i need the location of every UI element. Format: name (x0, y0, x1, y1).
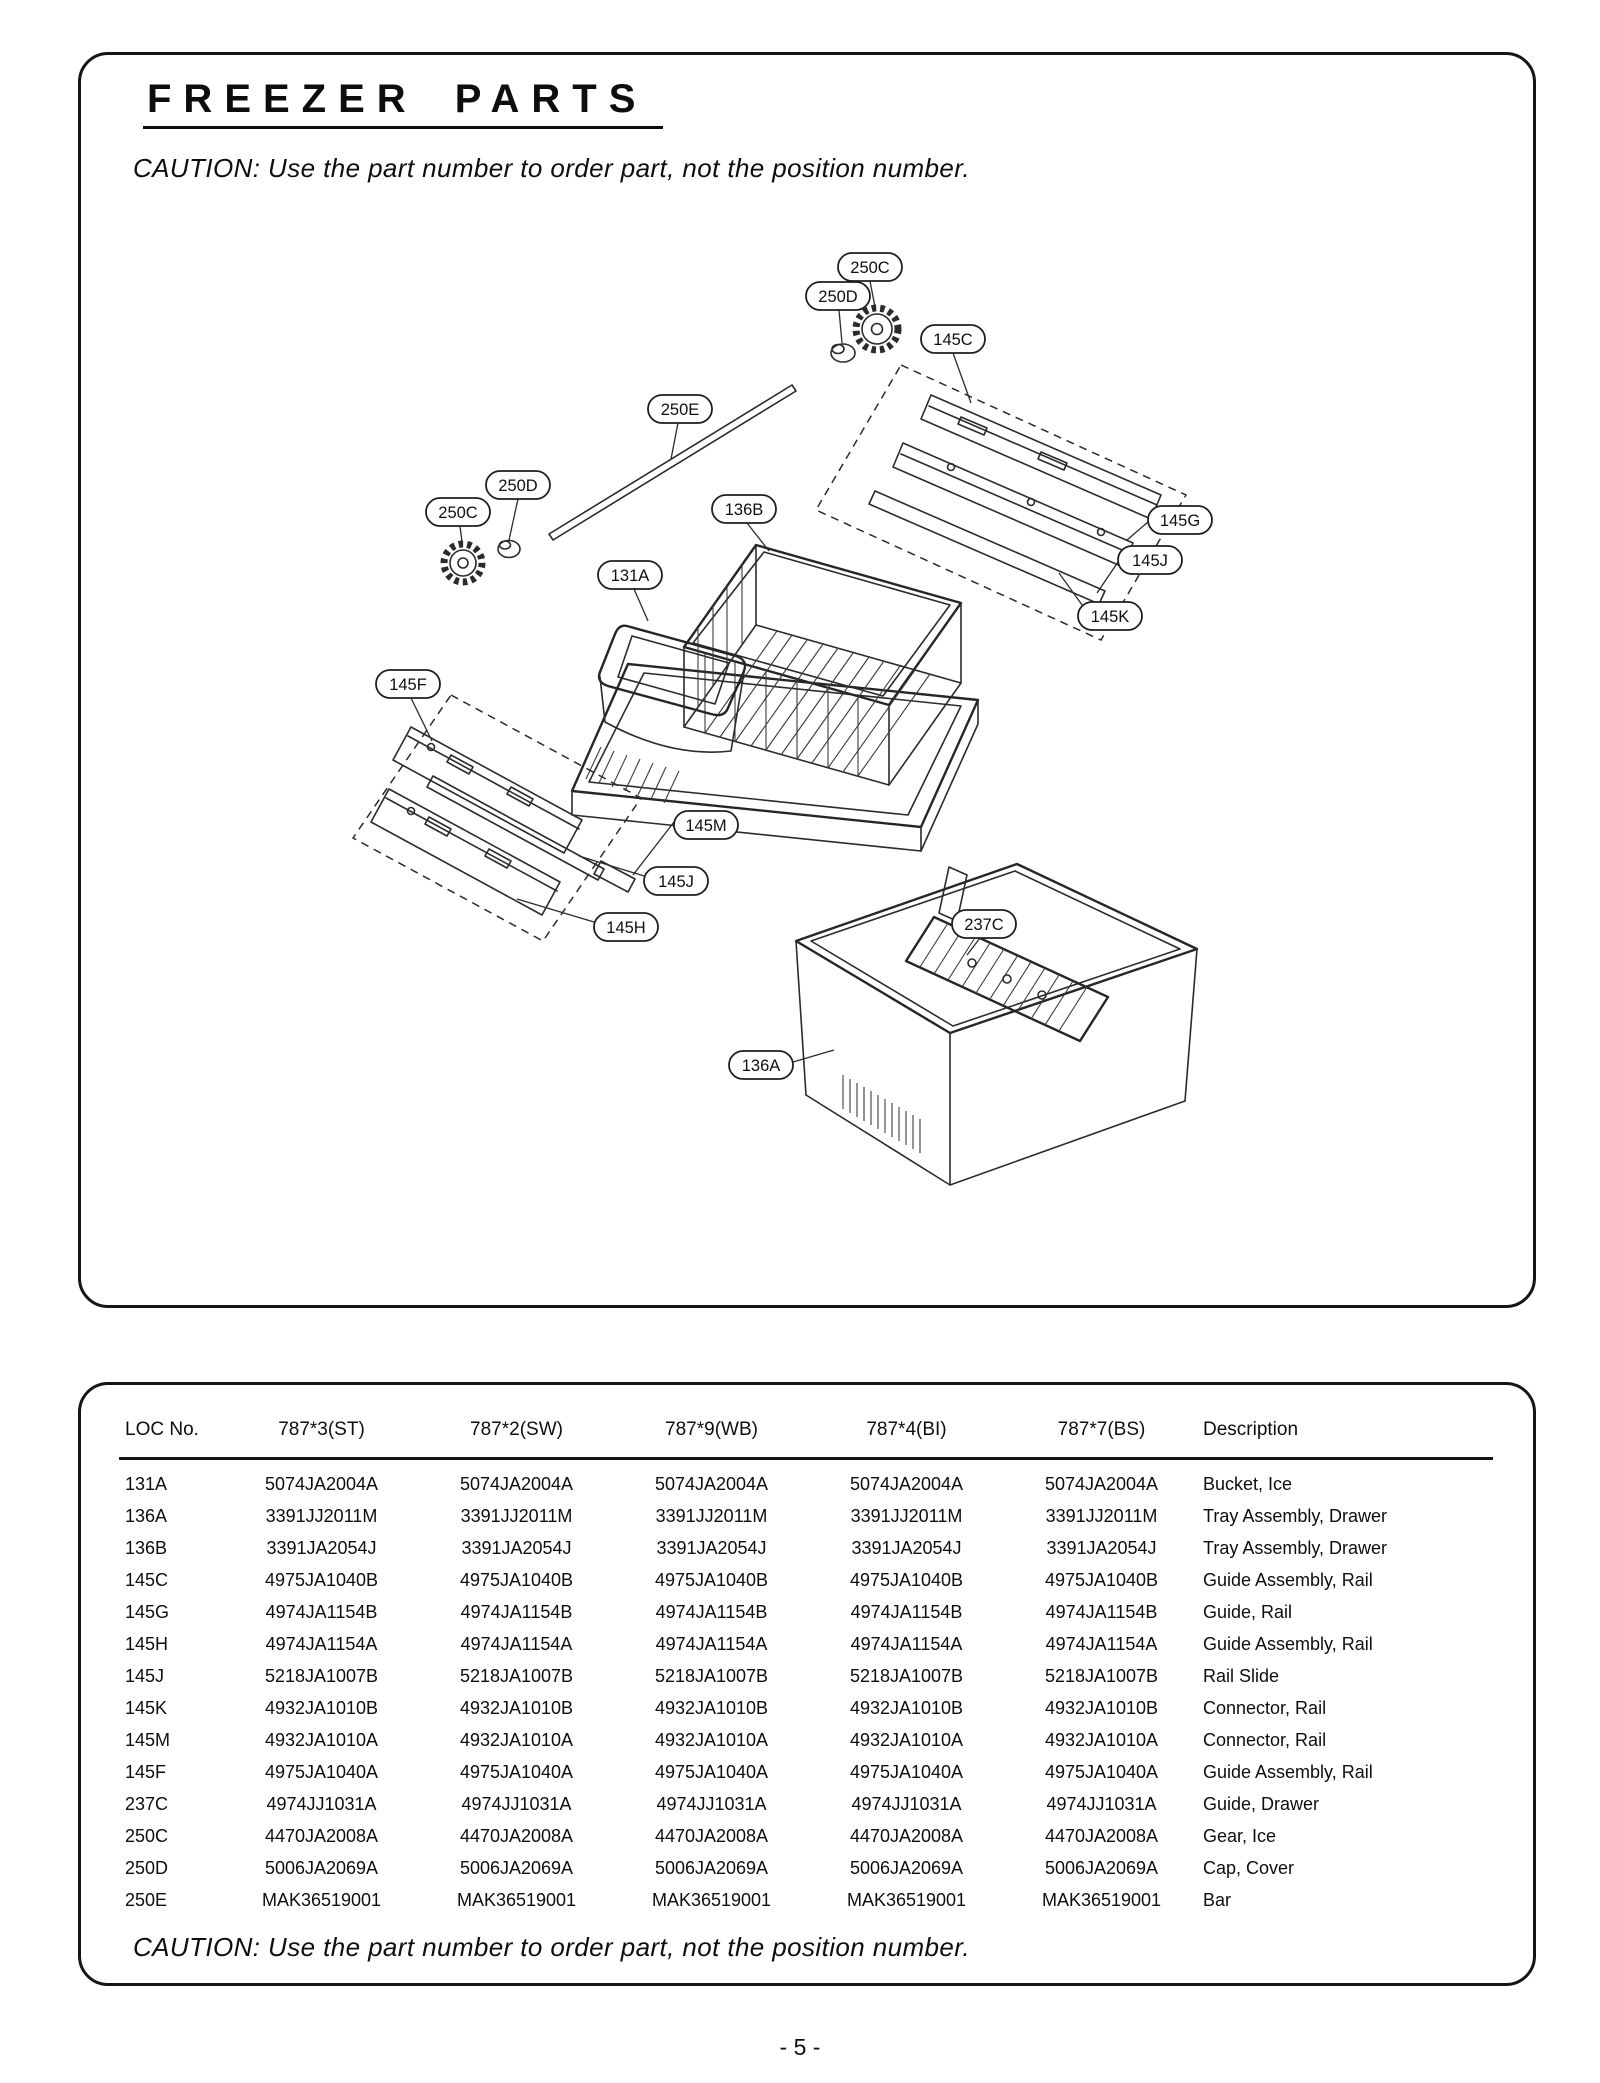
part-no-cell: 3391JJ2011M (1045, 1506, 1158, 1526)
header-row (119, 1411, 1493, 1459)
page-title: FREEZER PARTS (143, 77, 663, 129)
loc-cell: 145G (125, 1602, 170, 1622)
part-no-cell: 4974JJ1031A (461, 1794, 572, 1814)
callout-250c-left (426, 498, 490, 526)
table-row (119, 1757, 1493, 1789)
part-no-cell: 4974JA1154A (265, 1634, 378, 1654)
desc-cell: Bar (1203, 1890, 1232, 1910)
callout-250d-left (486, 471, 550, 499)
desc-cell: Rail Slide (1203, 1666, 1280, 1686)
part-no-cell: 5006JA2069A (849, 1858, 964, 1878)
part-no-cell: 4975JA1040B (459, 1570, 574, 1590)
part-no-cell: 4932JA1010A (264, 1730, 379, 1750)
part-no-cell: 4470JA2008A (459, 1826, 574, 1846)
part-no-cell: 4975JA1040B (849, 1570, 964, 1590)
callout-131a (598, 561, 662, 589)
callout-136b (712, 495, 776, 523)
cap-cover-left (498, 541, 520, 558)
callout-136a (729, 1051, 793, 1079)
part-no-cell: 4975JA1040B (264, 1570, 379, 1590)
svg-text:250D: 250D (498, 477, 538, 495)
parts-table (119, 1411, 1493, 1917)
table-row (119, 1725, 1493, 1757)
caution-note-top: CAUTION: Use the part number to order part, not the position number. (133, 153, 970, 183)
svg-text:131A: 131A (610, 567, 650, 585)
parts-table-header (119, 1411, 1493, 1459)
column-header-787-4bi: 787*4(BI) (809, 1411, 1004, 1459)
part-no-cell: 4470JA2008A (1044, 1826, 1159, 1846)
part-no-cell: 4932JA1010A (654, 1730, 769, 1750)
svg-text:145G: 145G (1159, 512, 1201, 530)
part-no-cell: 4932JA1010B (654, 1698, 769, 1718)
part-no-cell: 4470JA2008A (849, 1826, 964, 1846)
part-no-cell: 4975JA1040A (459, 1762, 574, 1782)
part-no-cell: 4974JJ1031A (1046, 1794, 1157, 1814)
part-no-cell: 4974JJ1031A (656, 1794, 767, 1814)
part-no-cell: 3391JA2054J (656, 1538, 767, 1558)
desc-cell: Cap, Cover (1203, 1858, 1295, 1878)
part-no-cell: 3391JA2054J (1046, 1538, 1157, 1558)
table-row (119, 1821, 1493, 1853)
callout-145k (1078, 602, 1142, 630)
part-no-cell: 4974JA1154A (460, 1634, 573, 1654)
loc-cell: 145K (125, 1698, 168, 1718)
desc-cell: Guide Assembly, Rail (1203, 1570, 1373, 1590)
loc-cell: 131A (125, 1474, 168, 1494)
part-no-cell: 5074JA2004A (459, 1474, 574, 1494)
callout-250e (648, 395, 712, 423)
svg-text:145H: 145H (606, 919, 646, 937)
desc-cell: Tray Assembly, Drawer (1203, 1538, 1388, 1558)
callout-145j-right (1118, 546, 1182, 574)
gear-ice-top (856, 308, 898, 350)
part-no-cell: 5006JA2069A (264, 1858, 379, 1878)
desc-cell: Connector, Rail (1203, 1698, 1327, 1718)
desc-cell: Bucket, Ice (1203, 1474, 1293, 1494)
table-row (119, 1853, 1493, 1885)
column-header-787-3st: 787*3(ST) (224, 1411, 419, 1459)
svg-text:237C: 237C (964, 916, 1004, 934)
parts-table-body (119, 1459, 1493, 1917)
table-row (119, 1629, 1493, 1661)
part-no-cell: 4470JA2008A (264, 1826, 379, 1846)
svg-text:145M: 145M (685, 817, 727, 835)
column-header-787-9wb: 787*9(WB) (614, 1411, 809, 1459)
part-no-cell: 3391JA2054J (266, 1538, 377, 1558)
caution-note-bottom: CAUTION: Use the part number to order part, not the position number. (133, 1932, 970, 1962)
svg-text:250D: 250D (818, 288, 858, 306)
svg-text:250C: 250C (850, 259, 890, 277)
column-header-loc: LOC No. (119, 1411, 224, 1459)
part-no-cell: 4974JJ1031A (266, 1794, 377, 1814)
table-row (119, 1661, 1493, 1693)
desc-cell: Gear, Ice (1203, 1826, 1277, 1846)
loc-cell: 250D (125, 1858, 169, 1878)
table-row (119, 1565, 1493, 1597)
loc-cell: 145H (125, 1634, 169, 1654)
callout-250d-top (806, 282, 870, 310)
part-no-cell: MAK36519001 (1041, 1890, 1162, 1910)
leader-lines (411, 281, 1148, 1062)
callout-145c (921, 325, 985, 353)
part-no-cell: 4974JJ1031A (851, 1794, 962, 1814)
part-no-cell: MAK36519001 (651, 1890, 772, 1910)
table-row (119, 1789, 1493, 1821)
wire-basket (684, 545, 961, 785)
table-row (119, 1597, 1493, 1629)
svg-text:145K: 145K (1090, 608, 1130, 626)
cap-cover-top (831, 344, 855, 362)
svg-text:250E: 250E (660, 401, 700, 419)
part-no-cell: 5006JA2069A (654, 1858, 769, 1878)
part-no-cell: 4974JA1154A (1045, 1634, 1158, 1654)
part-no-cell: 4975JA1040B (1044, 1570, 1159, 1590)
part-no-cell: 4974JA1154B (850, 1602, 963, 1622)
connector-rail-145m (594, 861, 635, 892)
desc-cell: Guide Assembly, Rail (1203, 1634, 1373, 1654)
part-no-cell: 5218JA1007B (654, 1666, 769, 1686)
loc-cell: 237C (125, 1794, 169, 1814)
part-no-cell: 5218JA1007B (264, 1666, 379, 1686)
table-row (119, 1693, 1493, 1725)
part-no-cell: 5074JA2004A (1044, 1474, 1159, 1494)
desc-cell: Guide, Rail (1203, 1602, 1293, 1622)
part-no-cell: 5218JA1007B (1044, 1666, 1159, 1686)
part-no-cell: 4470JA2008A (654, 1826, 769, 1846)
svg-text:145J: 145J (1132, 552, 1168, 570)
desc-cell: Guide, Drawer (1203, 1794, 1320, 1814)
parts-table-panel (78, 1382, 1536, 1986)
desc-cell: Connector, Rail (1203, 1730, 1327, 1750)
part-no-cell: 4974JA1154A (655, 1634, 768, 1654)
table-row (119, 1533, 1493, 1565)
callout-250c-top (838, 253, 902, 281)
callout-145h (594, 913, 658, 941)
column-header-787-7bs: 787*7(BS) (1004, 1411, 1199, 1459)
part-no-cell: 3391JJ2011M (265, 1506, 378, 1526)
part-no-cell: 4932JA1010B (459, 1698, 574, 1718)
loc-cell: 136B (125, 1538, 168, 1558)
part-no-cell: 4932JA1010B (264, 1698, 379, 1718)
part-no-cell: 3391JJ2011M (460, 1506, 573, 1526)
section-title-wrap (143, 77, 663, 129)
part-no-cell: 5006JA2069A (1044, 1858, 1159, 1878)
loc-cell: 145C (125, 1570, 169, 1590)
part-no-cell: 3391JA2054J (461, 1538, 572, 1558)
svg-text:145F: 145F (389, 676, 427, 694)
part-no-cell: MAK36519001 (456, 1890, 577, 1910)
column-header-description: Description (1199, 1411, 1493, 1459)
part-no-cell: MAK36519001 (846, 1890, 967, 1910)
part-no-cell: 3391JJ2011M (850, 1506, 963, 1526)
rail-group-right (816, 365, 1186, 640)
part-no-cell: 4974JA1154B (655, 1602, 768, 1622)
part-no-cell: 3391JJ2011M (655, 1506, 768, 1526)
part-no-cell: 4975JA1040A (1044, 1762, 1159, 1782)
part-no-cell: 4974JA1154B (460, 1602, 573, 1622)
callout-145m (674, 811, 738, 839)
part-no-cell: 5074JA2004A (654, 1474, 769, 1494)
part-no-cell: 4932JA1010B (849, 1698, 964, 1718)
exploded-parts-diagram (81, 55, 1533, 1305)
part-no-cell: 4975JA1040A (264, 1762, 379, 1782)
desc-cell: Guide Assembly, Rail (1203, 1762, 1373, 1782)
diagram-panel (78, 52, 1536, 1308)
callout-145j-left (644, 867, 708, 895)
column-header-787-2sw: 787*2(SW) (419, 1411, 614, 1459)
loc-cell: 136A (125, 1506, 168, 1526)
part-no-cell: 4932JA1010B (1044, 1698, 1159, 1718)
callout-145g (1148, 506, 1212, 534)
guide-rail-145g (893, 443, 1133, 567)
guide-assembly-rail-145f (393, 727, 582, 853)
loc-cell: 145J (125, 1666, 165, 1686)
page-number: - 5 - (779, 2034, 821, 2060)
loc-cell: 250E (125, 1890, 168, 1910)
part-no-cell: 4975JA1040A (654, 1762, 769, 1782)
part-no-cell: 5074JA2004A (264, 1474, 379, 1494)
part-no-cell: 5074JA2004A (849, 1474, 964, 1494)
gear-ice-left (444, 544, 482, 582)
svg-text:145J: 145J (658, 873, 694, 891)
svg-text:136A: 136A (741, 1057, 781, 1075)
part-no-cell: 4975JA1040B (654, 1570, 769, 1590)
callout-237c (952, 910, 1016, 938)
table-row (119, 1459, 1493, 1501)
part-no-cell: 4974JA1154B (1045, 1602, 1158, 1622)
part-no-cell: 5006JA2069A (459, 1858, 574, 1878)
loc-cell: 250C (125, 1826, 169, 1846)
table-row (119, 1885, 1493, 1917)
svg-text:250C: 250C (438, 504, 478, 522)
guide-assembly-rail-145c (921, 395, 1161, 519)
callout-145f (376, 670, 440, 698)
desc-cell: Tray Assembly, Drawer (1203, 1506, 1388, 1526)
loc-cell: 145F (125, 1762, 167, 1782)
part-no-cell: 4932JA1010A (849, 1730, 964, 1750)
table-row (119, 1501, 1493, 1533)
loc-cell: 145M (125, 1730, 171, 1750)
part-no-cell: 4932JA1010A (459, 1730, 574, 1750)
part-no-cell: 4932JA1010A (1044, 1730, 1159, 1750)
svg-text:136B: 136B (724, 501, 764, 519)
part-no-cell: 4975JA1040A (849, 1762, 964, 1782)
part-no-cell: 3391JA2054J (851, 1538, 962, 1558)
svg-text:145C: 145C (933, 331, 973, 349)
part-no-cell: 4974JA1154B (265, 1602, 378, 1622)
part-no-cell: 5218JA1007B (849, 1666, 964, 1686)
part-no-cell: MAK36519001 (261, 1890, 382, 1910)
part-no-cell: 4974JA1154A (850, 1634, 963, 1654)
part-no-cell: 5218JA1007B (459, 1666, 574, 1686)
